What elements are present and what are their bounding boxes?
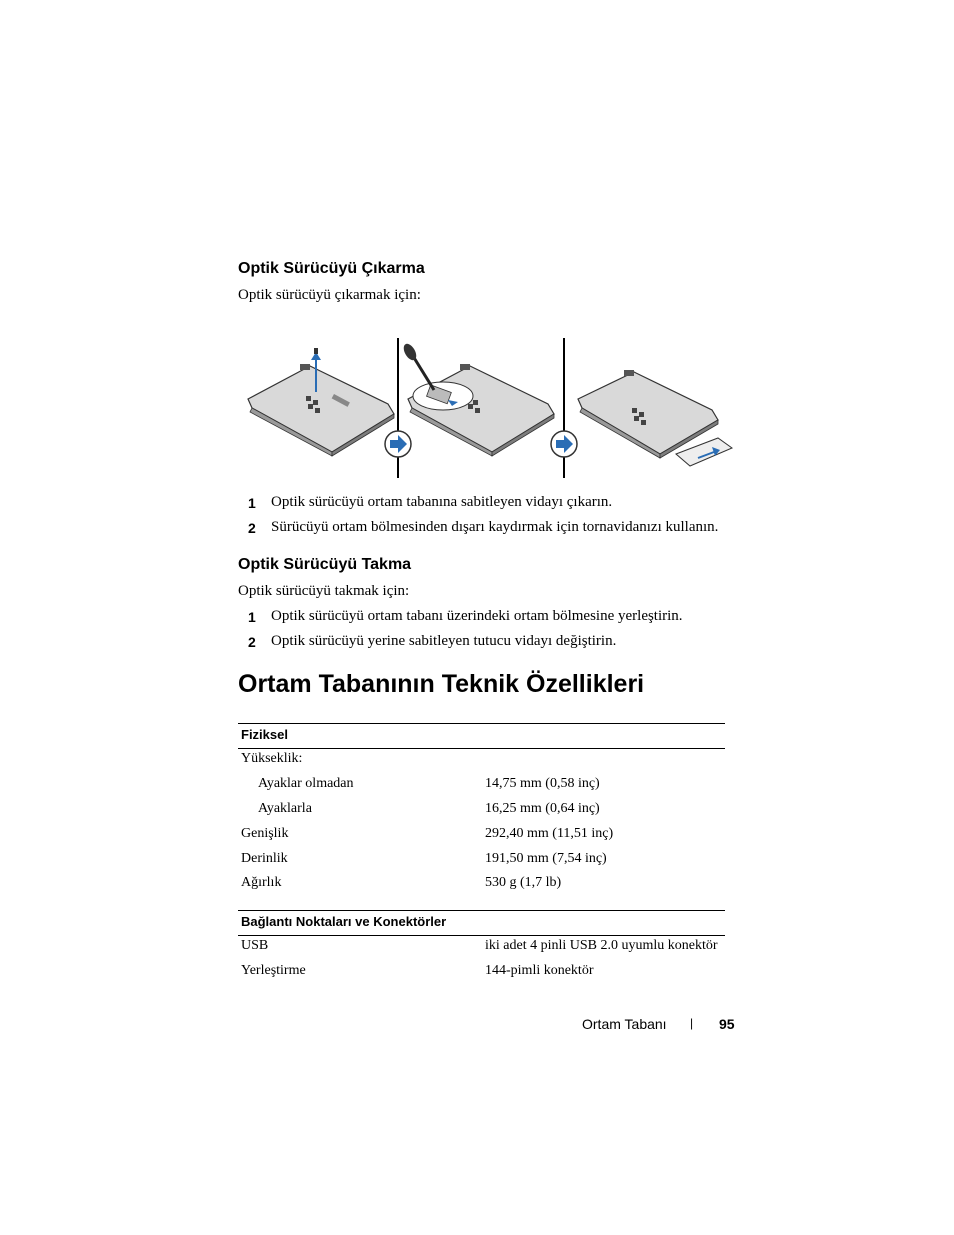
step-text: Optik sürücüyü yerine sabitleyen tutucu vidayı değiştirin.	[271, 633, 617, 649]
table-label: Ayaklarla	[258, 801, 312, 816]
table-value: 144-pimli konektör	[485, 963, 594, 978]
table-value: iki adet 4 pinli USB 2.0 uyumlu konektör	[485, 938, 718, 953]
table-value: 14,75 mm (0,58 inç)	[485, 776, 600, 791]
step-number: 1	[248, 495, 256, 511]
table-divider	[238, 748, 725, 749]
table-value: 16,25 mm (0,64 inç)	[485, 801, 600, 816]
page-title-specs: Ortam Tabanının Teknik Özellikleri	[238, 670, 645, 698]
table-label: Yerleştirme	[241, 963, 306, 978]
page-number: 95	[719, 1016, 735, 1032]
optical-drive-removal-illustration	[238, 336, 734, 482]
section-title-remove: Optik Sürücüyü Çıkarma	[238, 260, 425, 277]
table-divider	[238, 935, 725, 936]
step-text: Optik sürücüyü ortam tabanına sabitleyen vidayı çıkarın.	[271, 494, 613, 510]
table-divider	[238, 910, 725, 911]
section-intro-install: Optik sürücüyü takmak için:	[238, 583, 410, 599]
table-label: Yükseklik:	[241, 751, 303, 766]
screw-icon	[314, 348, 318, 354]
media-base-panel-2	[401, 342, 554, 456]
step-number: 2	[248, 520, 256, 536]
table-label: Derinlik	[241, 851, 288, 866]
table-value: 530 g (1,7 lb)	[485, 875, 562, 890]
table-value: 191,50 mm (7,54 inç)	[485, 851, 607, 866]
table-header-ports: Bağlantı Noktaları ve Konektörler	[241, 914, 447, 929]
step-text: Sürücüyü ortam bölmesinden dışarı kaydırmak için tornavidanızı kullanın.	[271, 519, 719, 535]
step-number: 1	[248, 609, 256, 625]
table-divider	[238, 723, 725, 724]
section-title-install: Optik Sürücüyü Takma	[238, 556, 412, 573]
table-header-physical: Fiziksel	[241, 727, 288, 742]
section-intro-remove: Optik sürücüyü çıkarmak için:	[238, 287, 421, 303]
media-base-panel-3	[578, 370, 732, 466]
table-label: Genişlik	[241, 826, 289, 841]
footer-chapter-label: Ortam Tabanı	[582, 1016, 667, 1032]
footer-separator: |	[690, 1016, 694, 1030]
table-label: USB	[241, 938, 269, 953]
table-value: 292,40 mm (11,51 inç)	[485, 826, 614, 841]
table-label: Ağırlık	[241, 875, 282, 890]
media-base-panel-1	[248, 348, 394, 456]
step-text: Optik sürücüyü ortam tabanı üzerindeki ortam bölmesine yerleştirin.	[271, 608, 683, 624]
table-label: Ayaklar olmadan	[258, 776, 354, 791]
step-number: 2	[248, 634, 256, 650]
